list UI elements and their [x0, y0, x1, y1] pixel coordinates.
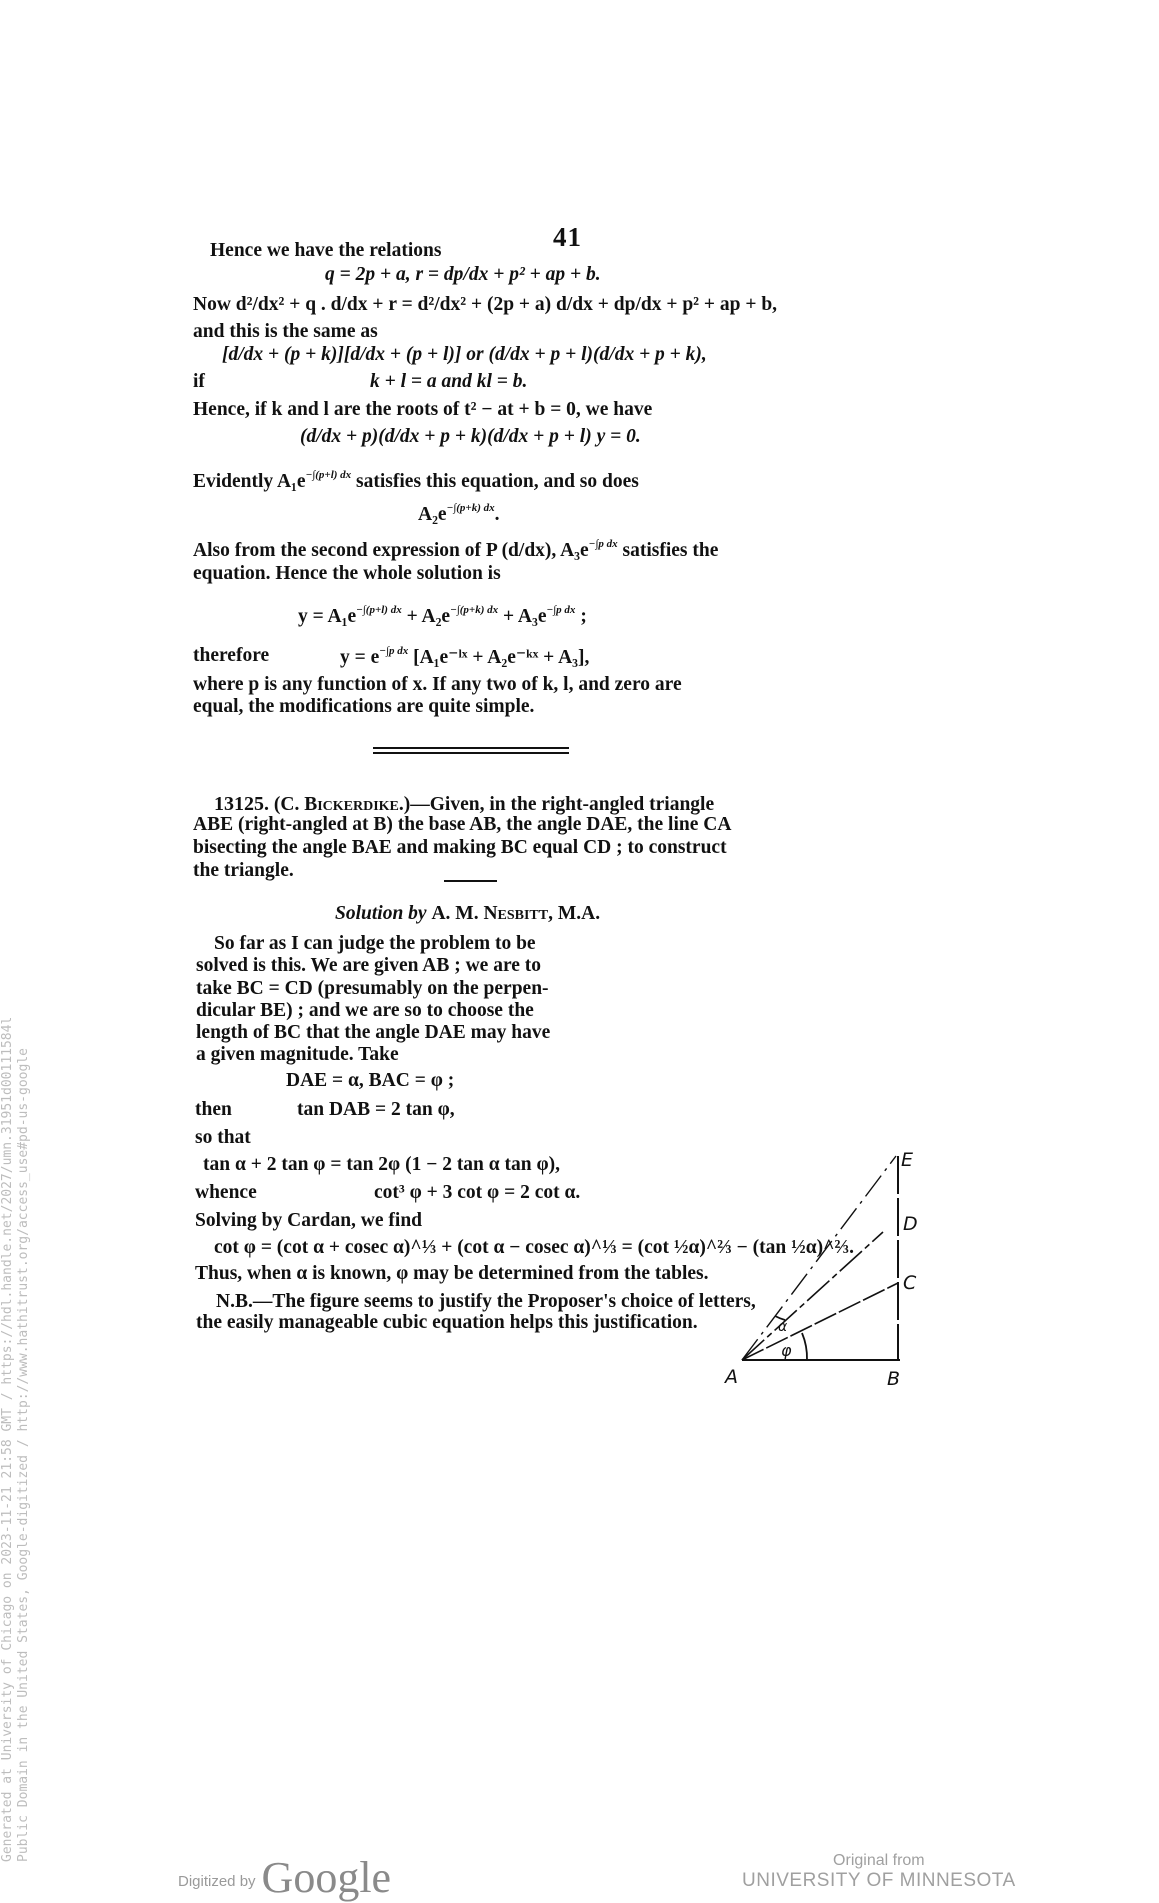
label-C: C — [903, 1272, 917, 1294]
so-that-label: so that — [195, 1127, 251, 1148]
problem-number: 13125. — [214, 793, 269, 815]
label-D: D — [903, 1213, 918, 1235]
equation-q-r: q = 2p + a, r = dp/dx + p² + ap + b. — [325, 264, 601, 285]
take-equation: DAE = α, BAC = φ ; — [286, 1070, 455, 1091]
cardan-text: Solving by Cardan, we find — [195, 1210, 423, 1231]
intro-text: Hence we have the relations — [210, 240, 442, 261]
original-from — [742, 1852, 1016, 1892]
therefore-label: therefore — [193, 645, 270, 666]
problem-line: ABE (right-angled at B) the base AB, the angle DAE, the line CA — [193, 814, 732, 835]
short-divider — [444, 880, 497, 882]
solution-paragraph-line: dicular BE) ; and we are so to choose the — [196, 1000, 534, 1021]
angle-phi-arc — [802, 1333, 807, 1360]
factor-equation: [d/dx + (p + k)][d/dx + (p + l)] or (d/dx + p + l)(d/dx + p + k), — [222, 344, 707, 365]
term: [A₁e⁻ˡˣ + A₂e⁻ᵏˣ + A₃], — [408, 647, 590, 668]
term: + A₃e — [498, 606, 547, 627]
now-equation: Now d²/dx² + q . d/dx + r = d²/dx² + (2p + a) d/dx + dp/dx + p² + ap + b, — [193, 294, 778, 315]
label-E: E — [901, 1149, 914, 1171]
digitized-by-text: Digitized by — [178, 1873, 256, 1890]
line-AC — [742, 1283, 898, 1360]
whence-label: whence — [195, 1182, 257, 1203]
original-from-text: Original from — [833, 1852, 925, 1869]
solution-paragraph-line: take BC = CD (presumably on the perpen- — [196, 978, 549, 999]
if-condition: k + l = a and kl = b. — [370, 371, 528, 392]
then-label: then — [195, 1099, 232, 1120]
watermark-line-2: Public Domain in the United States, Google-digitized / http://www.hathitrust.org/access_use#pd-us-google — [16, 1048, 31, 1862]
whence-equation: cot³ φ + 3 cot φ = 2 cot α. — [374, 1182, 581, 1203]
thus-text: Thus, when α is known, φ may be determined from the tables. — [195, 1263, 709, 1284]
line-AD — [742, 1232, 883, 1360]
label-alpha: α — [778, 1319, 788, 1335]
where-line: where p is any function of x. If any two of k, l, and zero are — [193, 674, 682, 695]
exponent: −∫(p+l) dx — [305, 469, 352, 481]
exponent: −∫p dx — [588, 538, 618, 550]
solution-paragraph-line: length of BC that the angle DAE may have — [196, 1022, 551, 1043]
evidently-term: Evidently A₁e — [193, 471, 306, 492]
equation-line: equation. Hence the whole solution is — [193, 563, 501, 584]
problem-line: —Given, in the right-angled triangle — [410, 794, 715, 815]
exponent: −∫(p+l) dx — [356, 604, 402, 616]
solution-paragraph-line: So far as I can judge the problem to be — [214, 933, 536, 954]
tan-equation: tan α + 2 tan φ = tan 2φ (1 − 2 tan α tan φ), — [203, 1154, 561, 1175]
solution-heading — [335, 904, 600, 924]
a2-base: A₂e — [418, 504, 447, 525]
equal-line: equal, the modifications are quite simple. — [193, 696, 535, 717]
problem-header — [214, 794, 714, 815]
hence-roots-text: Hence, if k and l are the roots of t² − at + b = 0, we have — [193, 399, 653, 420]
also-text: Also from the second expression of P (d/dx), A₃e — [193, 540, 589, 561]
also-post: satisfies the — [622, 540, 719, 561]
solution-label: Solution by — [335, 903, 427, 924]
problem-proposer: (C. Bickerdike.) — [273, 794, 411, 815]
then-equation: tan DAB = 2 tan φ, — [297, 1099, 455, 1120]
problem-line: the triangle. — [193, 860, 294, 881]
evidently-line — [193, 470, 639, 492]
label-A: A — [725, 1366, 738, 1388]
term: + A₂e — [401, 606, 451, 627]
also-line — [193, 539, 718, 561]
digitized-by-google — [178, 1852, 391, 1903]
nb-line: the easily manageable cubic equation helps this justification. — [196, 1312, 698, 1333]
problem-line: bisecting the angle BAE and making BC equal CD ; to construct — [193, 837, 727, 858]
line-AE — [742, 1156, 896, 1360]
a2-term: $A_2e^{-\int(p+k) dx}$. — [418, 502, 500, 525]
solution-paragraph-line: a given magnitude. Take — [196, 1044, 399, 1065]
google-logo: Google — [261, 1853, 392, 1902]
term: y = e — [340, 647, 380, 668]
if-label: if — [193, 371, 205, 392]
label-B: B — [887, 1368, 901, 1390]
exponent: −∫p dx — [379, 645, 409, 657]
cot-equation: cot φ = (cot α + cosec α)^⅓ + (cot α − cosec α)^⅓ = (cot ½α)^⅔ − (tan ½α)^⅔. — [214, 1237, 854, 1258]
exponent: −∫(p+k) dx — [450, 604, 499, 616]
exponent: −∫(p+k) dx — [446, 502, 495, 514]
institution-name: UNIVERSITY OF MINNESOTA — [742, 1870, 1016, 1891]
solution-paragraph-line: solved is this. We are given AB ; we are to — [196, 955, 542, 976]
product-equation: (d/dx + p)(d/dx + p + k)(d/dx + p + l) y = 0. — [300, 426, 641, 447]
section-divider-top — [373, 747, 569, 749]
triangle-figure — [715, 1130, 918, 1420]
exponent: −∫p dx — [546, 604, 576, 616]
same-as-text: and this is the same as — [193, 321, 378, 342]
term: y = A₁e — [298, 606, 357, 627]
watermark-line-1: Generated at University of Chicago on 2023-11-21 21:58 GMT / https://hdl.handle.net/2027/umn.31951d00111584l — [0, 1016, 15, 1862]
label-phi: φ — [781, 1341, 792, 1360]
full-solution-equation — [298, 605, 587, 627]
page-number: 41 — [553, 222, 582, 252]
nb-line: N.B.—The figure seems to justify the Proposer's choice of letters, — [216, 1291, 756, 1312]
evidently-text: satisfies this equation, and so does — [356, 471, 639, 492]
solution-author: A. M. Nesbitt, M.A. — [431, 903, 601, 924]
term: ; — [575, 606, 587, 627]
section-divider-bottom — [373, 752, 569, 754]
therefore-equation — [340, 646, 589, 668]
